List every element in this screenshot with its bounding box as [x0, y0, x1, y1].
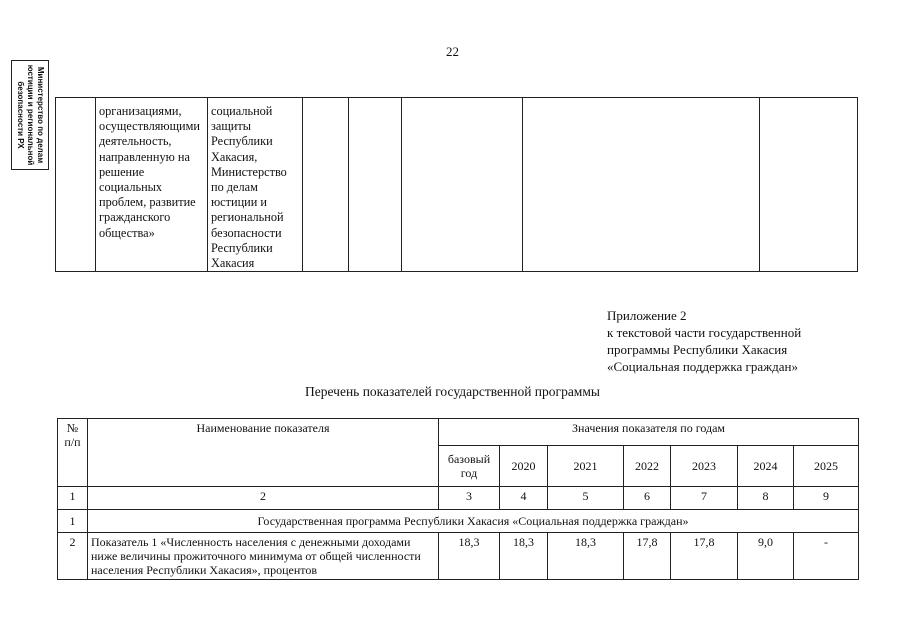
table-divider — [95, 98, 96, 271]
table-divider — [302, 98, 303, 271]
header-year: 2024 — [738, 446, 794, 487]
row-number: 1 — [58, 510, 88, 533]
table-divider — [522, 98, 523, 271]
indicator-value: 18,3 — [548, 533, 624, 580]
indicator-value: 18,3 — [439, 533, 500, 580]
column-number: 5 — [548, 487, 624, 510]
stamp-text: Министерство по делам юстиции и региональной безопасности РХ — [16, 64, 45, 166]
header-row — [58, 419, 859, 446]
appendix-heading: Приложение 2 к текстовой части государственной программы Республики Хакасия «Социальная поддержка граждан» — [607, 308, 802, 374]
program-row — [58, 510, 859, 533]
registration-stamp — [11, 60, 49, 170]
column-number: 1 — [58, 487, 88, 510]
executor-cell: социальной защиты Республики Хакасия, Министерство по делам юстиции и региональной безопасности Республики Хакасия — [211, 104, 287, 271]
column-number: 7 — [671, 487, 738, 510]
table-divider — [348, 98, 349, 271]
table-divider — [759, 98, 760, 271]
header-number: № п/п — [58, 419, 88, 487]
header-year: 2022 — [624, 446, 671, 487]
column-number: 3 — [439, 487, 500, 510]
header-year-base: базовый год — [439, 446, 500, 487]
page-number: 22 — [446, 44, 459, 59]
table-divider — [401, 98, 402, 271]
table-divider — [207, 98, 208, 271]
column-number: 4 — [500, 487, 548, 510]
indicator-value: 17,8 — [624, 533, 671, 580]
header-indicator-name: Наименование показателя — [88, 419, 439, 487]
column-number: 9 — [794, 487, 859, 510]
continuation-table — [55, 97, 858, 272]
activity-description-cell: организациями, осуществляющими деятельность, направленную на решение социальных проблем, развитие гражданского общества» — [99, 104, 200, 240]
header-year: 2020 — [500, 446, 548, 487]
header-year: 2023 — [671, 446, 738, 487]
indicator-value: - — [794, 533, 859, 580]
indicator-value: 9,0 — [738, 533, 794, 580]
program-title: Государственная программа Республики Хакасия «Социальная поддержка граждан» — [88, 510, 859, 533]
list-title: Перечень показателей государственной программы — [305, 384, 600, 399]
table-row — [58, 533, 859, 580]
header-values-by-year: Значения показателя по годам — [439, 419, 859, 446]
indicator-value: 18,3 — [500, 533, 548, 580]
header-year: 2021 — [548, 446, 624, 487]
column-number: 8 — [738, 487, 794, 510]
column-number: 2 — [88, 487, 439, 510]
row-number: 2 — [58, 533, 88, 580]
column-number: 6 — [624, 487, 671, 510]
indicators-table — [57, 418, 859, 580]
header-year: 2025 — [794, 446, 859, 487]
column-numbers-row — [58, 487, 859, 510]
indicator-value: 17,8 — [671, 533, 738, 580]
indicator-name: Показатель 1 «Численность населения с денежными доходами ниже величины прожиточного минимума от общей численности населения Республики Хакасия», процентов — [88, 533, 439, 580]
